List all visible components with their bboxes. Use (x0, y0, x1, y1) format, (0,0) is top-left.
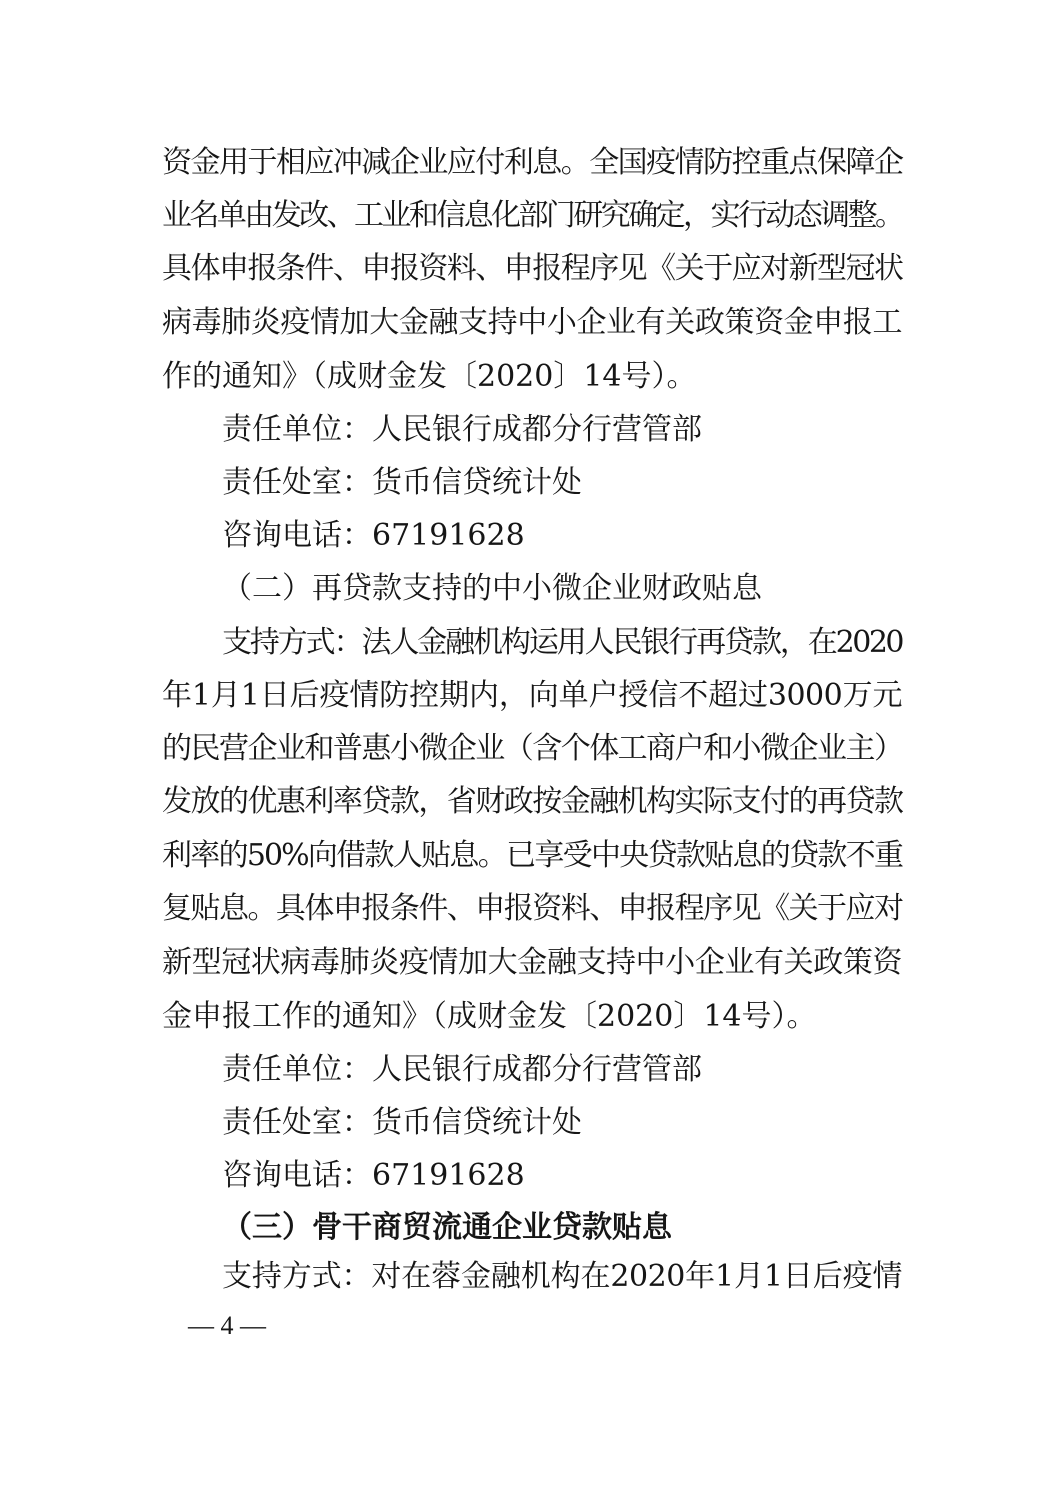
body-line: 支持方式：对在蓉金融机构在2020年1月1日后疫情 (222, 1259, 902, 1294)
body-line: 支持方式：法人金融机构运用人民银行再贷款，在2020 (222, 625, 902, 660)
section-heading-2: （二）再贷款支持的中小微企业财政贴息 (222, 571, 762, 606)
body-line: 利率的50%向借款人贴息。已享受中央贷款贴息的贷款不重 (162, 838, 902, 873)
body-line: 资金用于相应冲减企业应付利息。全国疫情防控重点保障企 (162, 145, 902, 180)
body-line: 发放的优惠利率贷款，省财政按金融机构实际支付的再贷款 (162, 784, 902, 819)
responsible-unit: 责任单位：人民银行成都分行营管部 (222, 1052, 702, 1087)
section-heading-3: （三）骨干商贸流通企业贷款贴息 (222, 1210, 672, 1245)
responsible-office: 责任处室：货币信贷统计处 (222, 1105, 582, 1140)
body-line: 复贴息。具体申报条件、申报资料、申报程序见《关于应对 (162, 891, 902, 926)
body-line: 新型冠状病毒肺炎疫情加大金融支持中小企业有关政策资 (162, 945, 902, 980)
contact-phone: 咨询电话：67191628 (222, 1158, 525, 1193)
responsible-unit: 责任单位：人民银行成都分行营管部 (222, 412, 702, 447)
contact-phone: 咨询电话：67191628 (222, 518, 525, 553)
body-line: 病毒肺炎疫情加大金融支持中小企业有关政策资金申报工 (162, 305, 902, 340)
body-line: 的民营企业和普惠小微企业（含个体工商户和小微企业主） (162, 731, 902, 766)
responsible-office: 责任处室：货币信贷统计处 (222, 465, 582, 500)
page-number: — 4 — (188, 1311, 266, 1340)
body-line: 业名单由发改、工业和信息化部门研究确定，实行动态调整。 (162, 198, 902, 233)
body-line: 金申报工作的通知》（成财金发〔2020〕14号）。 (162, 999, 817, 1034)
body-line: 年1月1日后疫情防控期内，向单户授信不超过3000万元 (162, 678, 902, 713)
body-line: 具体申报条件、申报资料、申报程序见《关于应对新型冠状 (162, 251, 902, 286)
body-line: 作的通知》（成财金发〔2020〕14号）。 (162, 359, 697, 394)
